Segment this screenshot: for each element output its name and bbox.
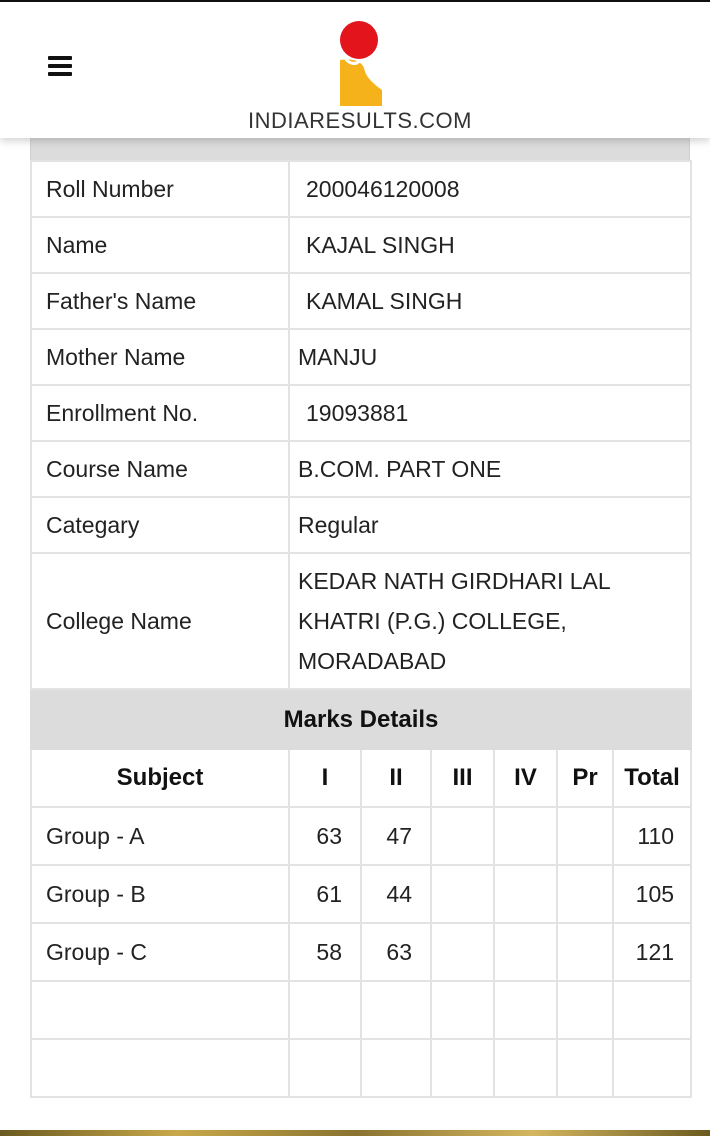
empty-cell <box>494 981 557 1039</box>
empty-cell <box>557 981 613 1039</box>
bottom-ad-strip <box>0 1130 710 1136</box>
info-label: College Name <box>31 553 289 689</box>
empty-cell <box>289 981 361 1039</box>
marks-row-group-b <box>31 865 691 923</box>
empty-cell <box>557 1039 613 1097</box>
info-value: 200046120008 <box>289 161 691 217</box>
empty-cell <box>361 1039 431 1097</box>
subject-cell: Group - B <box>31 865 289 923</box>
info-value: KAJAL SINGH <box>289 217 691 273</box>
info-row-course-name <box>31 441 691 497</box>
info-value: 19093881 <box>289 385 691 441</box>
info-row-name <box>31 217 691 273</box>
hamburger-menu-icon[interactable] <box>48 56 72 76</box>
mark-cell-iv <box>494 865 557 923</box>
mark-cell-ii: 44 <box>361 865 431 923</box>
marks-title: Marks Details <box>31 691 691 749</box>
mark-cell-i: 63 <box>289 807 361 865</box>
col-header-ii: II <box>361 749 431 807</box>
total-cell: 121 <box>613 923 691 981</box>
col-header-pr: Pr <box>557 749 613 807</box>
col-header-i: I <box>289 749 361 807</box>
info-row-roll-number <box>31 161 691 217</box>
mark-cell-ii: 47 <box>361 807 431 865</box>
empty-cell <box>431 981 494 1039</box>
info-value: KAMAL SINGH <box>289 273 691 329</box>
info-label: Enrollment No. <box>31 385 289 441</box>
info-label: Course Name <box>31 441 289 497</box>
info-row-college-name <box>31 553 691 689</box>
mark-cell-iv <box>494 807 557 865</box>
col-header-iv: IV <box>494 749 557 807</box>
marks-row-empty <box>31 1039 691 1097</box>
info-label: Roll Number <box>31 161 289 217</box>
col-header-iii: III <box>431 749 494 807</box>
info-label: Name <box>31 217 289 273</box>
info-label: Father's Name <box>31 273 289 329</box>
logo-wordmark: INDIARESULTS.COM <box>248 108 472 133</box>
empty-cell <box>494 1039 557 1097</box>
mark-cell-iii <box>431 807 494 865</box>
empty-cell <box>613 1039 691 1097</box>
mark-cell-iii <box>431 865 494 923</box>
info-value: B.COM. PART ONE <box>289 441 691 497</box>
marks-row-group-a <box>31 807 691 865</box>
empty-cell <box>31 1039 289 1097</box>
subject-cell: Group - A <box>31 807 289 865</box>
subject-cell: Group - C <box>31 923 289 981</box>
site-logo[interactable] <box>248 20 470 135</box>
mark-cell-pr <box>557 807 613 865</box>
info-label: Mother Name <box>31 329 289 385</box>
empty-cell <box>361 981 431 1039</box>
marks-row-empty <box>31 981 691 1039</box>
empty-cell <box>31 981 289 1039</box>
marks-title-row <box>31 691 691 749</box>
mark-cell-pr <box>557 865 613 923</box>
marks-row-group-c <box>31 923 691 981</box>
logo-mark-icon <box>334 20 384 106</box>
col-header-total: Total <box>613 749 691 807</box>
mark-cell-iv <box>494 923 557 981</box>
mark-cell-iii <box>431 923 494 981</box>
empty-cell <box>431 1039 494 1097</box>
empty-cell <box>289 1039 361 1097</box>
col-header-subject: Subject <box>31 749 289 807</box>
site-header <box>0 2 710 138</box>
mark-cell-pr <box>557 923 613 981</box>
info-value: MANJU <box>289 329 691 385</box>
info-value: Regular <box>289 497 691 553</box>
mark-cell-i: 61 <box>289 865 361 923</box>
marks-header-row <box>31 749 691 807</box>
mark-cell-i: 58 <box>289 923 361 981</box>
info-row-mother-name <box>31 329 691 385</box>
mark-cell-ii: 63 <box>361 923 431 981</box>
info-row-category <box>31 497 691 553</box>
info-row-enrollment-no <box>31 385 691 441</box>
info-row-fathers-name <box>31 273 691 329</box>
info-value: KEDAR NATH GIRDHARI LAL KHATRI (P.G.) COLLEGE, MORADABAD <box>289 553 691 689</box>
table-top-band <box>30 138 690 160</box>
total-cell: 105 <box>613 865 691 923</box>
result-content <box>30 138 690 1098</box>
empty-cell <box>613 981 691 1039</box>
total-cell: 110 <box>613 807 691 865</box>
info-label: Categary <box>31 497 289 553</box>
student-info-table <box>30 160 692 690</box>
marks-table <box>30 690 692 1098</box>
